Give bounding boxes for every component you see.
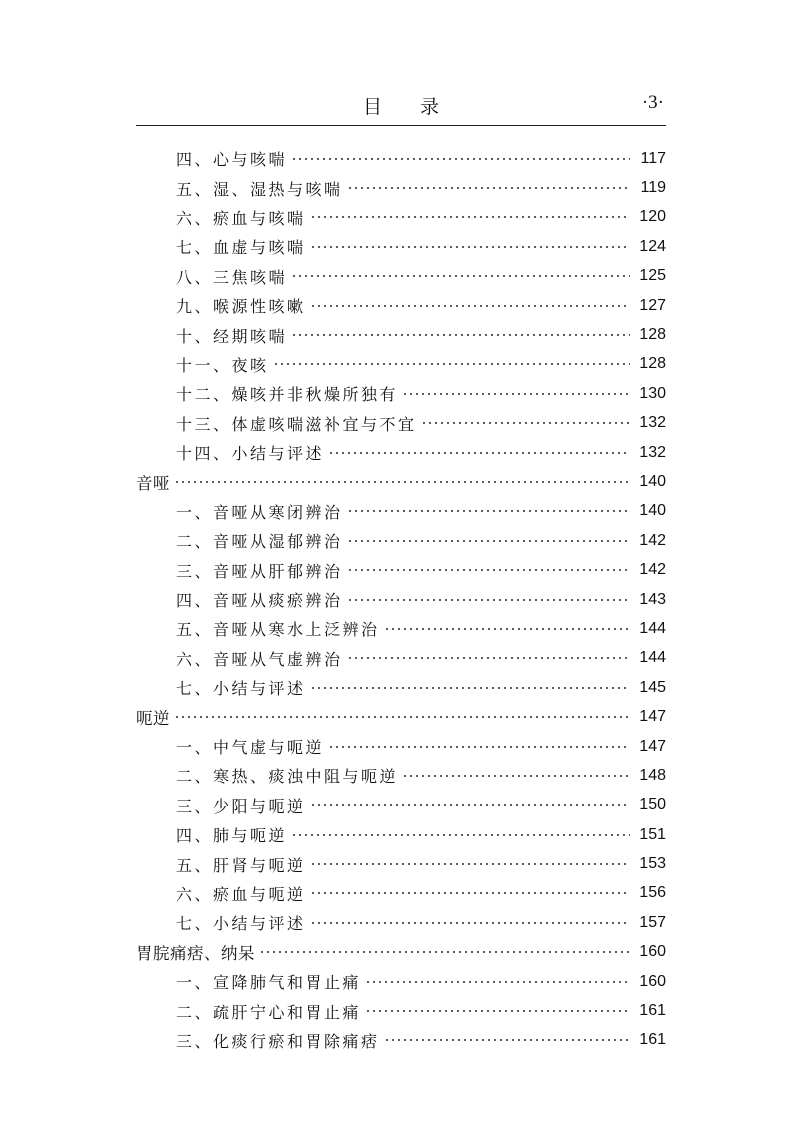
toc-entry-page: 127 [639, 296, 666, 314]
page-number: ·3· [641, 92, 664, 113]
toc-entry-page: 144 [639, 649, 666, 667]
toc-entry [136, 820, 666, 849]
toc-chapter-entry [136, 467, 666, 496]
toc-entry-title: 三、少阳与呃逆 [176, 796, 306, 816]
toc-leader-dots [328, 746, 630, 748]
toc-entry [136, 555, 666, 584]
toc-leader-dots [384, 1039, 630, 1041]
toc-entry-page: 128 [639, 326, 666, 344]
toc-entry [136, 879, 666, 908]
toc-entry [136, 644, 666, 673]
toc-entry-page: 140 [639, 502, 666, 520]
toc-entry-title: 十二、燥咳并非秋燥所独有 [176, 385, 399, 405]
toc-entry-page: 161 [639, 1002, 666, 1020]
toc-entry-page: 132 [639, 443, 666, 461]
toc-entry [136, 409, 666, 438]
toc-entry [136, 849, 666, 878]
toc-leader-dots [347, 657, 630, 659]
toc-entry-title: 七、血虚与咳喘 [176, 238, 306, 258]
toc-entry-title: 五、音哑从寒水上泛辨治 [176, 620, 380, 640]
toc-entry-title: 二、疏肝宁心和胃止痛 [176, 1002, 362, 1022]
toc-leader-dots [259, 951, 630, 953]
toc-entry-title: 九、喉源性咳嗽 [176, 297, 306, 317]
toc-entry-page: 161 [639, 1031, 666, 1049]
toc-entry [136, 232, 666, 261]
header-title [136, 92, 666, 119]
toc-leader-dots [310, 892, 630, 894]
toc-entry-title: 十、经期咳喘 [176, 326, 288, 346]
toc-entry [136, 996, 666, 1025]
toc-entry-page: 147 [639, 708, 666, 726]
header-title-right: 录 [420, 96, 440, 118]
toc-entry [136, 614, 666, 643]
toc-entry [136, 967, 666, 996]
toc-leader-dots [347, 510, 630, 512]
toc-entry-page: 148 [639, 766, 666, 784]
toc-entry [136, 673, 666, 702]
toc-entry-page: 125 [639, 267, 666, 285]
header-rule [136, 125, 666, 126]
toc-entry-title: 十四、小结与评述 [176, 444, 325, 464]
toc-entry [136, 320, 666, 349]
toc-entry-title: 六、瘀血与咳喘 [176, 208, 306, 228]
toc-entry [136, 350, 666, 379]
toc-chapter-entry [136, 938, 666, 967]
toc-entry-title: 三、音哑从肝郁辨治 [176, 561, 343, 581]
toc-entry [136, 291, 666, 320]
toc-entry-page: 132 [639, 414, 666, 432]
toc-entry-title: 七、小结与评述 [176, 914, 306, 934]
toc-entry-page: 160 [639, 972, 666, 990]
toc-entry-title: 五、肝肾与呃逆 [176, 855, 306, 875]
toc-leader-dots [347, 540, 630, 542]
toc-leader-dots [174, 716, 630, 718]
toc-leader-dots [402, 393, 630, 395]
toc-entry [136, 379, 666, 408]
toc-leader-dots [347, 569, 630, 571]
toc-leader-dots [310, 804, 630, 806]
toc-leader-dots [174, 481, 630, 483]
toc-chapter-title: 音哑 [136, 473, 170, 493]
toc-entry-title: 一、音哑从寒闭辨治 [176, 502, 343, 522]
toc-chapter-entry [136, 702, 666, 731]
toc-entry-page: 128 [639, 355, 666, 373]
toc-entry-page: 124 [639, 237, 666, 255]
toc-leader-dots [402, 775, 630, 777]
toc-entry-page: 130 [639, 384, 666, 402]
table-of-contents [136, 144, 666, 1055]
toc-entry [136, 173, 666, 202]
toc-entry [136, 144, 666, 173]
toc-entry-title: 一、宣降肺气和胃止痛 [176, 973, 362, 993]
toc-entry-title: 十三、体虚咳喘滋补宜与不宜 [176, 414, 417, 434]
toc-entry [136, 203, 666, 232]
toc-entry-page: 140 [639, 472, 666, 490]
toc-leader-dots [273, 363, 630, 365]
toc-leader-dots [310, 863, 630, 865]
header-title-left: 目 [362, 96, 382, 118]
toc-entry [136, 497, 666, 526]
toc-leader-dots [328, 452, 630, 454]
toc-entry-page: 142 [639, 531, 666, 549]
toc-entry-title: 六、音哑从气虚辨治 [176, 649, 343, 669]
toc-entry [136, 262, 666, 291]
toc-leader-dots [365, 981, 630, 983]
toc-leader-dots [310, 246, 630, 248]
toc-leader-dots [310, 305, 630, 307]
toc-entry-page: 150 [639, 796, 666, 814]
toc-entry [136, 526, 666, 555]
toc-leader-dots [291, 275, 630, 277]
toc-entry-page: 151 [639, 825, 666, 843]
toc-entry [136, 1026, 666, 1055]
toc-entry-page: 153 [639, 855, 666, 873]
toc-entry-page: 160 [639, 943, 666, 961]
toc-leader-dots [310, 216, 630, 218]
toc-entry-title: 三、化痰行瘀和胃除痛痞 [176, 1031, 380, 1051]
toc-entry-title: 十一、夜咳 [176, 355, 269, 375]
toc-entry [136, 908, 666, 937]
toc-entry-page: 143 [639, 590, 666, 608]
toc-entry-title: 二、音哑从湿郁辨治 [176, 532, 343, 552]
toc-entry-page: 117 [640, 149, 666, 167]
toc-entry-title: 五、湿、湿热与咳喘 [176, 179, 343, 199]
toc-entry-title: 一、中气虚与呃逆 [176, 738, 325, 757]
toc-entry-title: 六、瘀血与呃逆 [176, 884, 306, 904]
toc-entry-title: 八、三焦咳喘 [176, 267, 288, 287]
toc-entry [136, 438, 666, 467]
toc-leader-dots [310, 922, 630, 924]
toc-entry-page: 119 [640, 179, 666, 197]
toc-leader-dots [291, 834, 630, 836]
toc-leader-dots [384, 628, 630, 630]
toc-entry-title: 四、音哑从痰瘀辨治 [176, 591, 343, 611]
toc-entry-title: 四、心与咳喘 [176, 150, 288, 170]
toc-chapter-title: 呃逆 [136, 709, 170, 729]
toc-leader-dots [310, 687, 630, 689]
page-header [136, 92, 666, 122]
toc-entry-page: 156 [639, 884, 666, 902]
toc-entry-page: 147 [639, 737, 666, 755]
toc-entry-title: 七、小结与评述 [176, 679, 306, 699]
toc-leader-dots [365, 1010, 630, 1012]
toc-entry [136, 761, 666, 790]
toc-entry [136, 791, 666, 820]
toc-leader-dots [347, 187, 630, 189]
toc-entry-title: 二、寒热、痰浊中阻与呃逆 [176, 767, 399, 787]
toc-entry-title: 四、肺与呃逆 [176, 826, 288, 846]
toc-leader-dots [347, 599, 630, 601]
toc-entry-page: 120 [639, 208, 666, 226]
toc-leader-dots [291, 158, 630, 160]
toc-entry-page: 144 [639, 619, 666, 637]
toc-entry [136, 732, 666, 761]
toc-entry-page: 157 [639, 913, 666, 931]
toc-entry-page: 142 [639, 561, 666, 579]
toc-leader-dots [421, 422, 630, 424]
toc-entry-page: 145 [639, 678, 666, 696]
toc-leader-dots [291, 334, 630, 336]
toc-entry [136, 585, 666, 614]
toc-chapter-title: 胃脘痛痞、纳呆 [136, 944, 255, 964]
